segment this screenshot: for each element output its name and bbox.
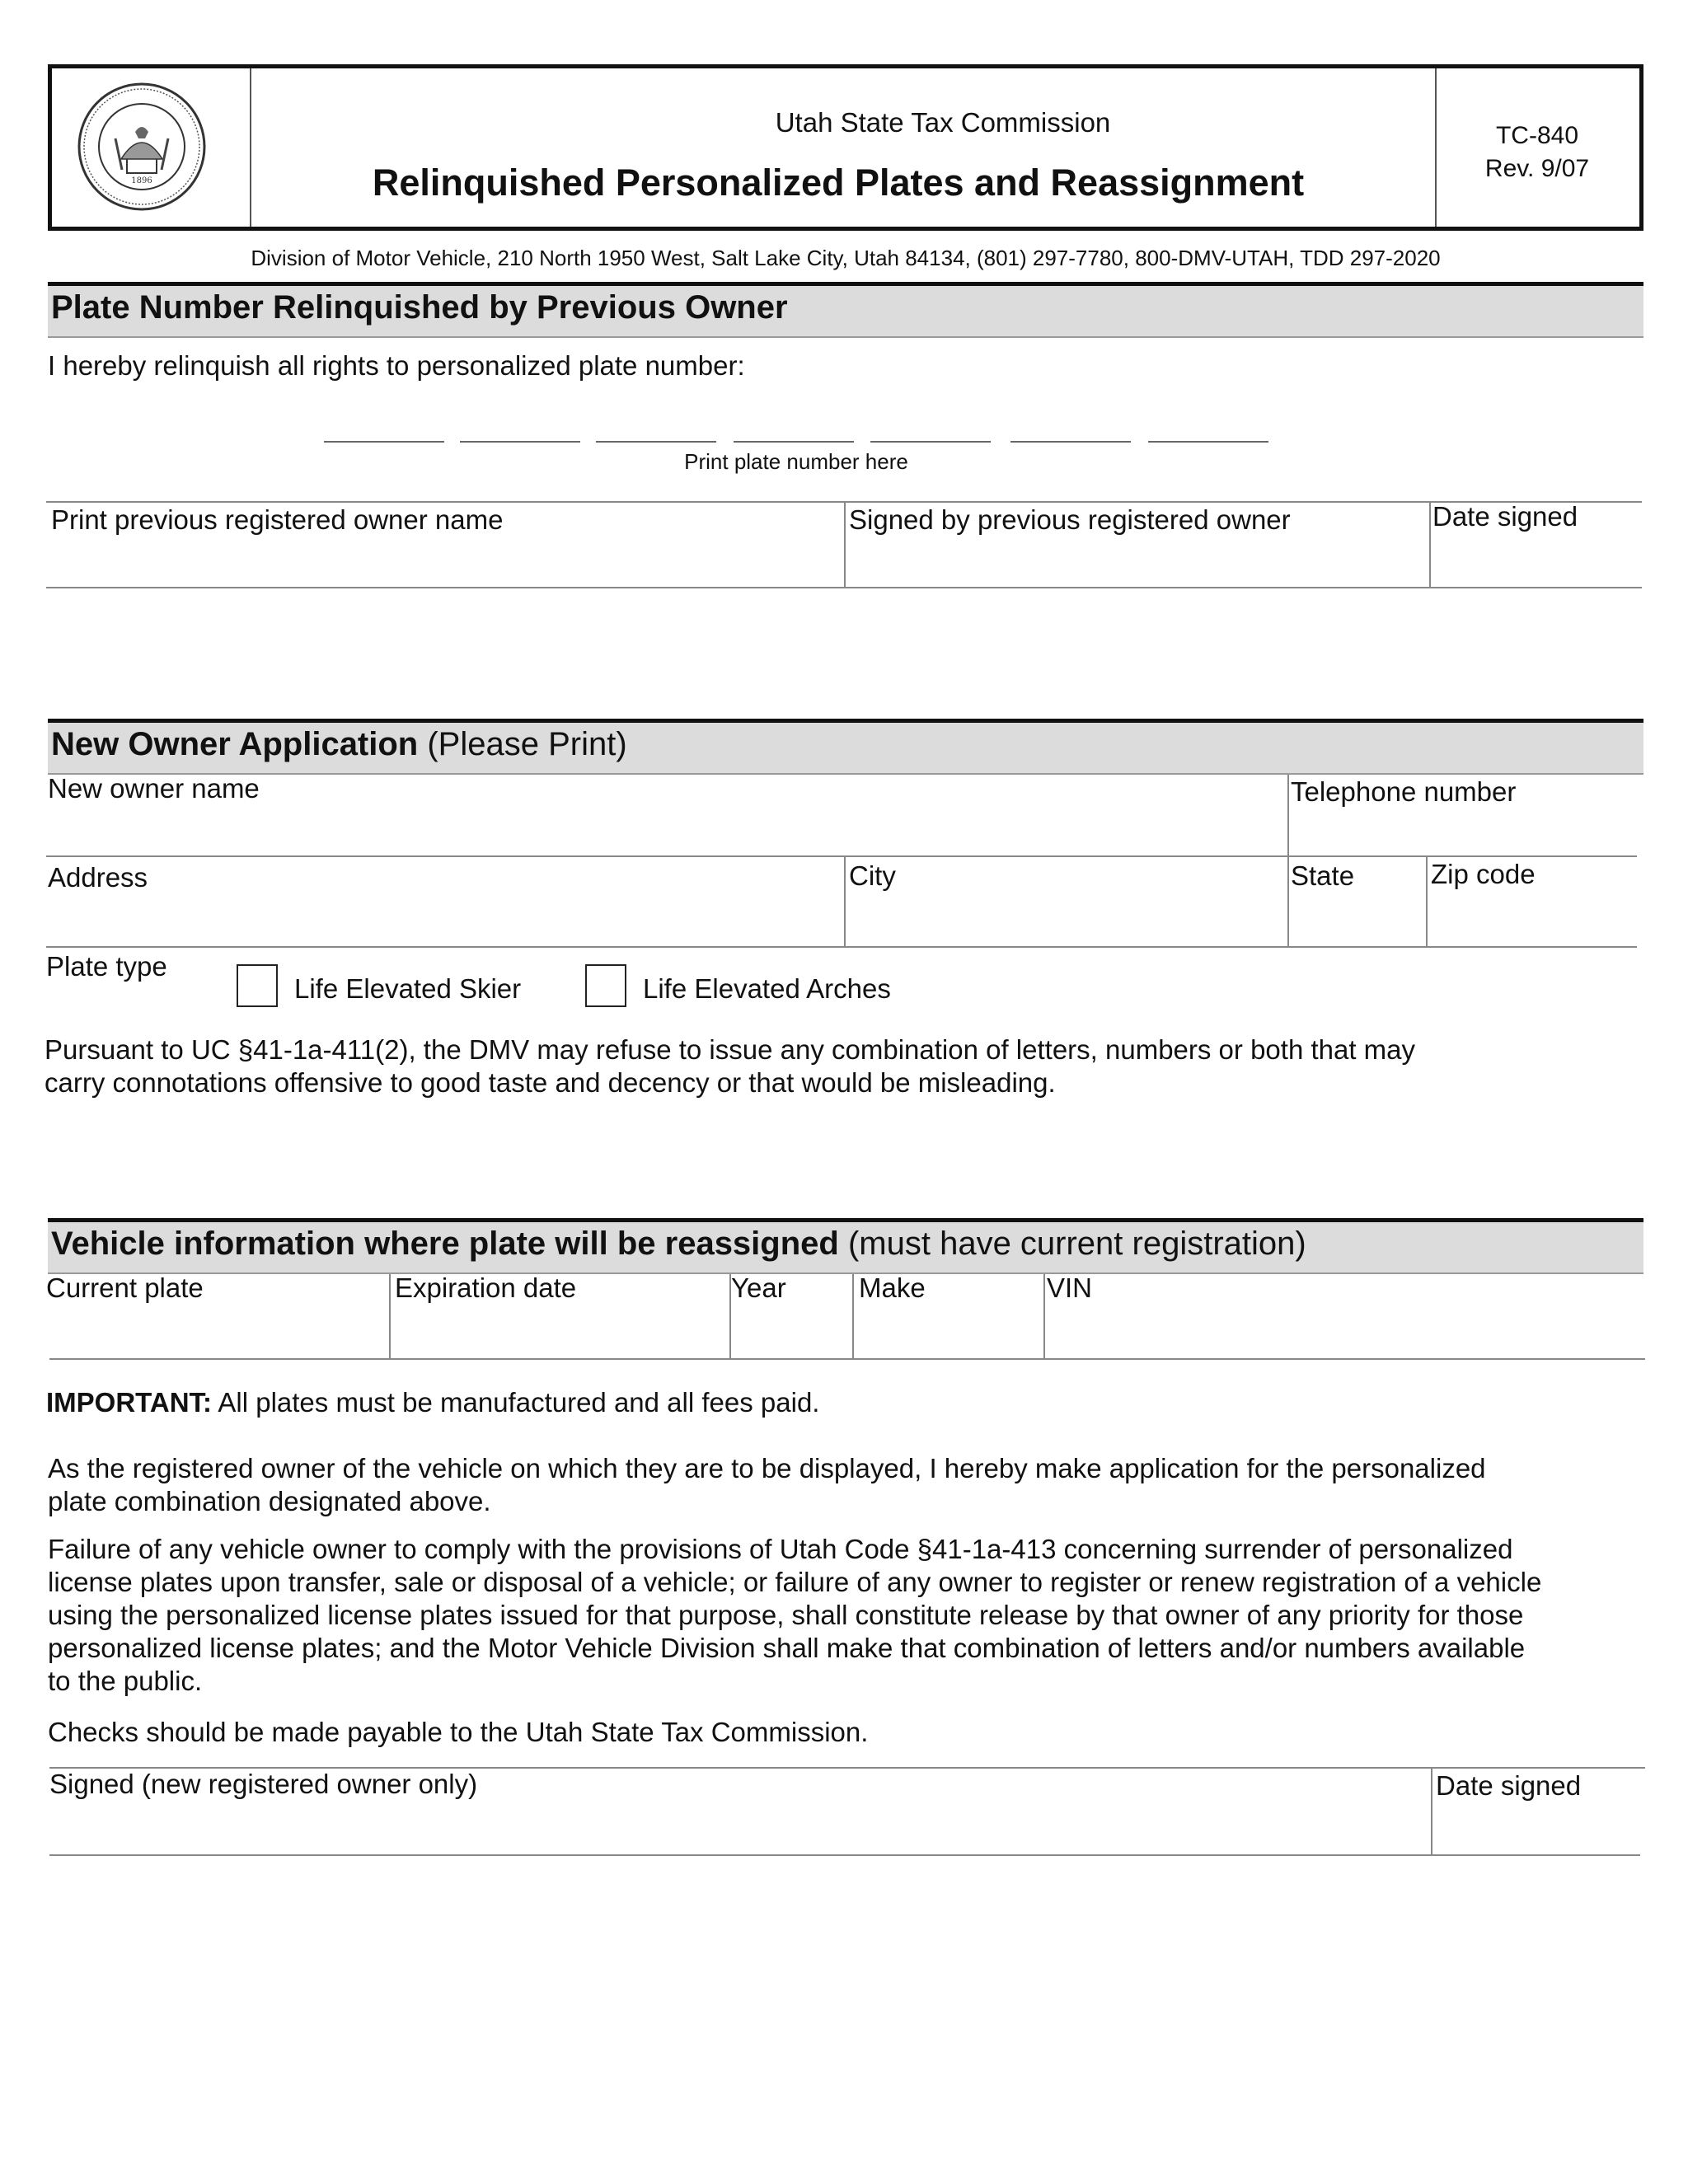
plate-char-2[interactable] bbox=[460, 441, 580, 443]
current-plate-field[interactable]: Current plate bbox=[46, 1272, 204, 1303]
plate-char-3[interactable] bbox=[596, 441, 716, 443]
col-divider bbox=[852, 1274, 854, 1360]
release-paragraph-line-3: using the personalized license plates issued for that purpose, shall constitute release by that owner of any priority for those bbox=[48, 1600, 1524, 1630]
section-title: Vehicle information where plate will be reassigned (must have current registration) bbox=[51, 1226, 1306, 1262]
col-divider bbox=[389, 1274, 391, 1360]
skier-option-label: Life Elevated Skier bbox=[294, 973, 522, 1004]
make-field[interactable]: Make bbox=[859, 1272, 926, 1303]
utah-state-seal bbox=[76, 81, 208, 213]
zip-code-field[interactable]: Zip code bbox=[1431, 859, 1536, 889]
plate-number-caption: Print plate number here bbox=[684, 449, 908, 474]
form-header bbox=[48, 64, 1643, 231]
application-paragraph-line-2: plate combination designated above. bbox=[48, 1486, 491, 1516]
address-field[interactable]: Address bbox=[48, 862, 148, 893]
vin-field[interactable]: VIN bbox=[1047, 1272, 1093, 1303]
row-divider bbox=[49, 1358, 1645, 1360]
new-owner-date-signed-field[interactable]: Date signed bbox=[1436, 1770, 1582, 1801]
prev-date-signed-field[interactable]: Date signed bbox=[1432, 501, 1578, 532]
state-field[interactable]: State bbox=[1291, 860, 1355, 891]
seal-year: 1896 bbox=[131, 176, 152, 185]
new-owner-signature-field[interactable]: Signed (new registered owner only) bbox=[49, 1769, 478, 1799]
expiration-date-field[interactable]: Expiration date bbox=[395, 1272, 577, 1303]
form-revision: Rev. 9/07 bbox=[1484, 155, 1590, 182]
application-paragraph-line-1: As the registered owner of the vehicle on which they are to be displayed, I hereby make application for the personalized bbox=[48, 1453, 1486, 1483]
prev-owner-signature-field[interactable]: Signed by previous registered owner bbox=[849, 504, 1291, 535]
checks-payable-note: Checks should be made payable to the Utah State Tax Commission. bbox=[48, 1717, 869, 1747]
row-divider bbox=[46, 855, 1637, 857]
important-notice: IMPORTANT: All plates must be manufactured and all fees paid. bbox=[46, 1387, 820, 1418]
section-new-owner-header bbox=[48, 719, 1643, 775]
col-divider bbox=[844, 855, 846, 948]
arches-option-label: Life Elevated Arches bbox=[643, 973, 891, 1004]
plate-type-label: Plate type bbox=[46, 951, 167, 982]
skier-checkbox[interactable] bbox=[237, 964, 278, 1007]
dmv-notice-line-2: carry connotations offensive to good taste and decency or that would be misleading. bbox=[45, 1067, 1056, 1098]
agency-name: Utah State Tax Commission bbox=[775, 107, 1111, 138]
plate-char-5[interactable] bbox=[870, 441, 991, 443]
release-paragraph-line-1: Failure of any vehicle owner to comply with the provisions of Utah Code §41-1a-413 concerning surrender of personalized bbox=[48, 1534, 1513, 1564]
telephone-field[interactable]: Telephone number bbox=[1291, 776, 1517, 807]
release-paragraph-line-4: personalized license plates; and the Motor Vehicle Division shall make that combination of letters and/or numbers available bbox=[48, 1633, 1526, 1663]
plate-char-1[interactable] bbox=[324, 441, 444, 443]
plate-char-4[interactable] bbox=[734, 441, 854, 443]
division-contact-line: Division of Motor Vehicle, 210 North 1950 West, Salt Lake City, Utah 84134, (801) 297-7780, 800-DMV-UTAH, TDD 297-2020 bbox=[251, 246, 1441, 270]
year-field[interactable]: Year bbox=[731, 1272, 786, 1303]
row-divider bbox=[49, 1854, 1640, 1856]
plate-char-7[interactable] bbox=[1148, 441, 1268, 443]
section-title: New Owner Application (Please Print) bbox=[51, 726, 627, 762]
col-divider bbox=[1429, 501, 1431, 588]
release-paragraph-line-2: license plates upon transfer, sale or disposal of a vehicle; or failure of any owner to register or renew registration of a vehicle bbox=[48, 1567, 1542, 1597]
col-divider bbox=[844, 501, 846, 588]
city-field[interactable]: City bbox=[849, 860, 896, 891]
prev-owner-name-field[interactable]: Print previous registered owner name bbox=[51, 504, 504, 535]
form-title: Relinquished Personalized Plates and Reassignment bbox=[372, 162, 1305, 204]
release-paragraph-line-5: to the public. bbox=[48, 1666, 203, 1696]
new-owner-name-field[interactable]: New owner name bbox=[48, 773, 260, 804]
dmv-notice-line-1: Pursuant to UC §41-1a-411(2), the DMV may refuse to issue any combination of letters, numbers or both that may bbox=[45, 1034, 1416, 1065]
plate-char-6[interactable] bbox=[1010, 441, 1131, 443]
form-number: TC-840 bbox=[1495, 122, 1579, 149]
col-divider bbox=[1043, 1274, 1045, 1360]
arches-checkbox[interactable] bbox=[585, 964, 626, 1007]
section-previous-owner-header bbox=[48, 282, 1643, 338]
section-title: Plate Number Relinquished by Previous Owner bbox=[51, 289, 788, 326]
col-divider bbox=[1431, 1767, 1432, 1856]
relinquish-statement: I hereby relinquish all rights to personalized plate number: bbox=[48, 350, 745, 381]
col-divider bbox=[1287, 775, 1289, 948]
section-vehicle-info-header bbox=[48, 1218, 1643, 1274]
row-divider bbox=[46, 946, 1637, 948]
col-divider bbox=[1426, 855, 1428, 948]
